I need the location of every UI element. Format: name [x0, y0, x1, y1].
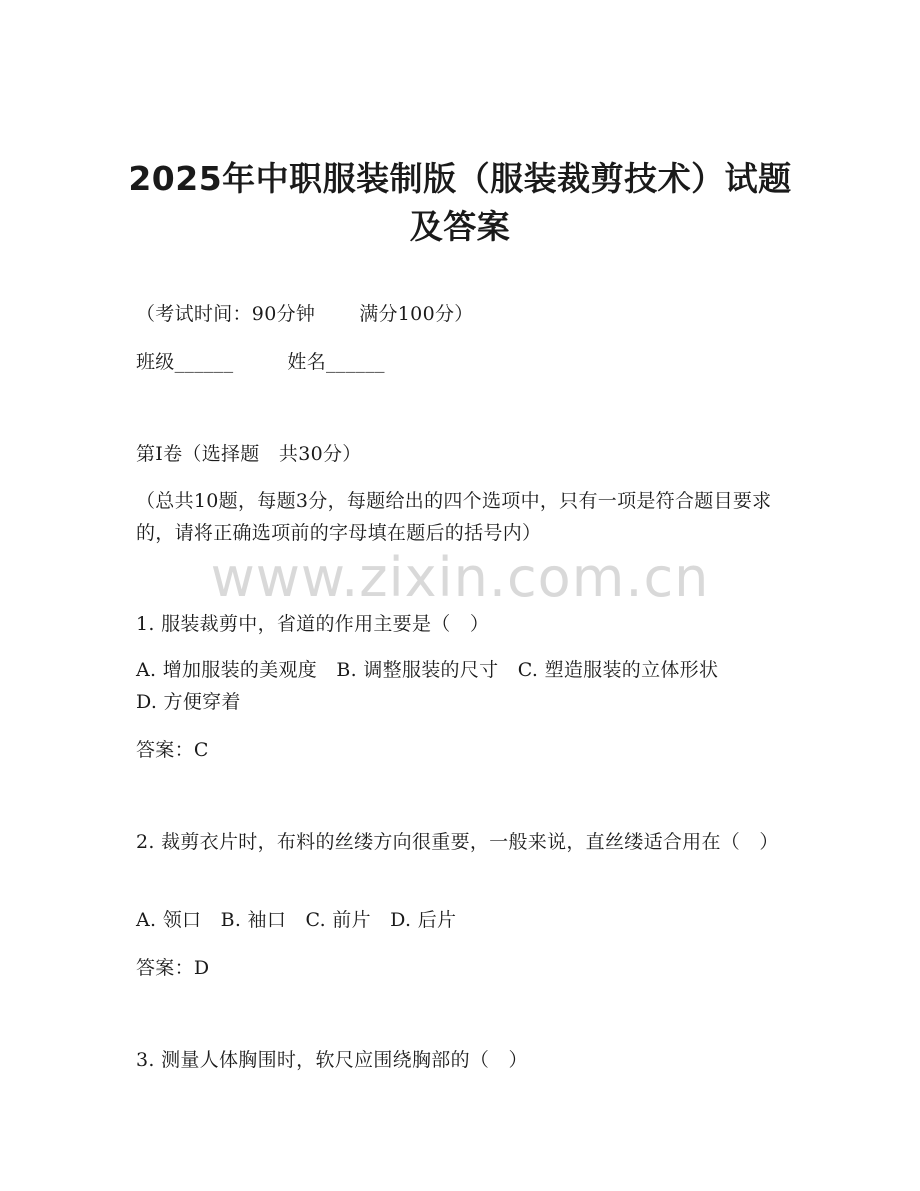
watermark: www.zixin.com.cn — [210, 546, 710, 609]
document-title-line-1: 2025年中职服装制版（服装裁剪技术）试题 — [128, 159, 792, 198]
question-2-options: A. 领口 B. 袖口 C. 前片 D. 后片 — [136, 909, 457, 931]
document-title-line-2: 及答案 — [409, 207, 511, 246]
question-1-stem: 1. 服装裁剪中，省道的作用主要是（ ） — [136, 613, 490, 635]
exam-info — [136, 302, 796, 326]
student-info — [136, 350, 796, 374]
class-field: 班级______ — [136, 351, 234, 373]
question-1-options-line-2: D. 方便穿着 — [136, 691, 241, 713]
name-field: 姓名______ — [287, 351, 385, 373]
question-3-stem: 3. 测量人体胸围时，软尺应围绕胸部的（ ） — [136, 1049, 528, 1071]
question-2-stem: 2. 裁剪衣片时，布料的丝缕方向很重要，一般来说，直丝缕适合用在（ ） — [136, 831, 779, 853]
question-2-answer: 答案：D — [136, 957, 210, 979]
question-1-answer: 答案：C — [136, 739, 209, 761]
exam-time: （考试时间：90分钟 — [136, 303, 316, 325]
instructions: （总共10题，每题3分，每题给出的四个选项中，只有一项是符合题目要求的，请将正确选项前的字母填在题后的括号内） — [136, 490, 772, 544]
section-heading: 第I卷（选择题 共30分） — [136, 443, 362, 465]
question-1-options-line-1: A. 增加服装的美观度 B. 调整服装的尺寸 C. 塑造服装的立体形状 — [136, 659, 719, 681]
full-score: 满分100分） — [359, 303, 474, 325]
